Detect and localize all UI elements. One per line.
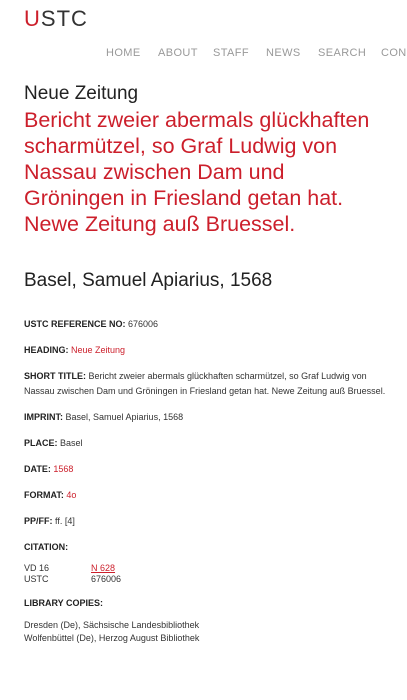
nav-search[interactable]: SEARCH — [318, 47, 367, 59]
field-label: SHORT TITLE: — [24, 371, 86, 381]
record-fields — [24, 317, 389, 645]
nav-home[interactable]: HOME — [106, 47, 141, 59]
field-ustc-ref — [24, 317, 389, 332]
citation-ref: 676006 — [91, 574, 122, 584]
copies-list — [24, 619, 389, 645]
list-item: Wolfenbüttel (De), Herzog August Bibliothek — [24, 633, 200, 643]
field-label: USTC REFERENCE NO: — [24, 319, 126, 329]
field-citation — [24, 540, 389, 555]
main-nav — [0, 47, 407, 61]
field-value: Basel, Samuel Apiarius, 1568 — [65, 412, 184, 422]
field-label: PP/FF: — [24, 516, 53, 526]
field-label: CITATION: — [24, 542, 69, 552]
field-ppff — [24, 514, 389, 529]
nav-news[interactable]: NEWS — [266, 47, 301, 59]
citation-link[interactable]: N 628 — [91, 563, 116, 573]
field-label: DATE: — [24, 464, 51, 474]
logo-letter-u: U — [24, 6, 41, 31]
field-imprint — [24, 410, 389, 425]
citation-row — [24, 563, 389, 574]
citation-source: USTC — [24, 574, 49, 584]
field-label: FORMAT: — [24, 490, 64, 500]
field-value: ff. [4] — [55, 516, 75, 526]
nav-about[interactable]: ABOUT — [158, 47, 198, 59]
heading-link[interactable]: Neue Zeitung — [71, 345, 126, 355]
citation-list — [24, 563, 389, 585]
nav-contact[interactable]: CON — [381, 47, 407, 59]
record-heading: Neue Zeitung — [24, 83, 139, 104]
citation-row — [24, 574, 389, 585]
citation-source: VD 16 — [24, 563, 50, 573]
field-value: Bericht zweier abermals glückhaften scharmützel, so Graf Ludwig von Nassau zwischen Dam und Gröningen in Friesland getan hat. Newe Zeitung auß Bruessel. — [24, 371, 386, 396]
field-label: LIBRARY COPIES: — [24, 598, 104, 608]
field-short-title — [24, 369, 389, 399]
field-value: Basel — [60, 438, 83, 448]
field-label: IMPRINT: — [24, 412, 63, 422]
field-place — [24, 436, 389, 451]
list-item: Dresden (De), Sächsische Landesbibliothek — [24, 620, 200, 630]
field-library-copies — [24, 596, 389, 611]
field-value: 676006 — [128, 319, 159, 329]
ustc-logo[interactable] — [24, 6, 88, 32]
field-label: PLACE: — [24, 438, 58, 448]
logo-letters-stc: STC — [40, 6, 88, 31]
field-heading — [24, 343, 389, 358]
nav-staff[interactable]: STAFF — [213, 47, 250, 59]
date-link[interactable]: 1568 — [53, 464, 74, 474]
field-label: HEADING: — [24, 345, 69, 355]
record-title: Bericht zweier abermals glückhaften scharmützel, so Graf Ludwig von Nassau zwischen Dam und Gröningen in Friesland getan hat. Newe Zeitung auß Bruessel. — [24, 108, 370, 236]
record-imprint: Basel, Samuel Apiarius, 1568 — [24, 270, 273, 291]
field-date — [24, 462, 389, 477]
field-format — [24, 488, 389, 503]
format-link[interactable]: 4o — [66, 490, 77, 500]
